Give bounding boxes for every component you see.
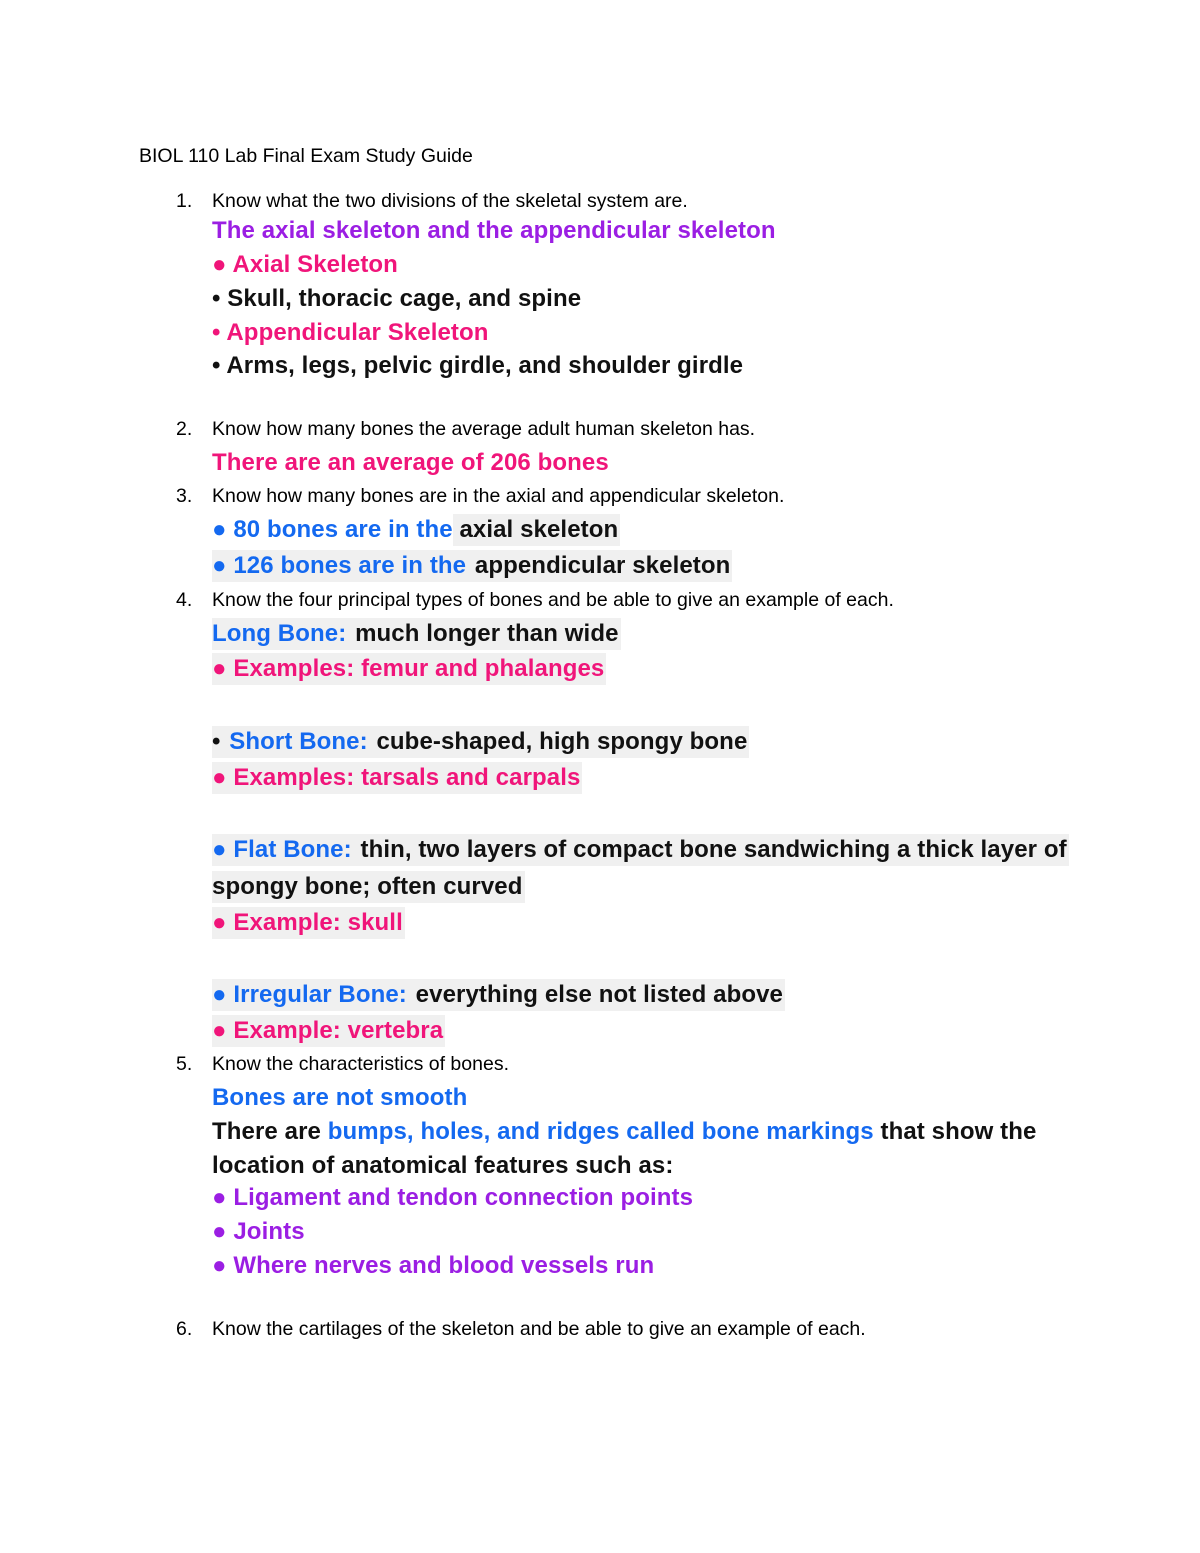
q4-long-bone-label: Long Bone: bbox=[212, 618, 348, 650]
q4-flat-bone-label: ● Flat Bone: bbox=[212, 834, 354, 866]
q4-long-bone-example: ● Examples: femur and phalanges bbox=[212, 655, 606, 684]
q3-number: 3. bbox=[176, 485, 193, 507]
q3-axial-count-label: ● 80 bones are in the bbox=[212, 516, 453, 543]
q4-number: 4. bbox=[176, 589, 193, 611]
q4-short-bone-label: Short Bone: bbox=[229, 726, 369, 758]
q4-question: Know the four principal types of bones and be able to give an example of each. bbox=[212, 589, 894, 611]
q4-short-bone-example: ● Examples: tarsals and carpals bbox=[212, 764, 582, 793]
q5-bullet-nerves: ● Where nerves and blood vessels run bbox=[212, 1252, 655, 1279]
q6-number: 6. bbox=[176, 1318, 193, 1340]
q5-bone-markings-term: bumps, holes, and ridges called bone markings bbox=[327, 1118, 874, 1145]
q5-bullet-joints: ● Joints bbox=[212, 1218, 305, 1245]
q4-flat-bone-desc-cont: spongy bone; often curved bbox=[212, 873, 525, 902]
q5-question: Know the characteristics of bones. bbox=[212, 1053, 509, 1075]
q2-number: 2. bbox=[176, 418, 193, 440]
q4-flat-bone-desc: thin, two layers of compact bone sandwiching a thick layer of bbox=[354, 834, 1069, 866]
q4-long-bone bbox=[212, 620, 621, 649]
q1-bullet-axial-parts: • Skull, thoracic cage, and spine bbox=[212, 285, 582, 312]
q3-appendicular-count-term: appendicular skeleton bbox=[468, 550, 732, 582]
q5-not-smooth: Bones are not smooth bbox=[212, 1084, 468, 1111]
q3-axial-count-term: axial skeleton bbox=[453, 514, 621, 546]
q2-question: Know how many bones the average adult human skeleton has. bbox=[212, 418, 756, 440]
q1-answer: The axial skeleton and the appendicular skeleton bbox=[212, 217, 776, 244]
q3-axial-count bbox=[212, 516, 620, 545]
q4-long-bone-desc: much longer than wide bbox=[348, 618, 620, 650]
q1-bullet-axial: ● Axial Skeleton bbox=[212, 251, 398, 278]
document-title: BIOL 110 Lab Final Exam Study Guide bbox=[139, 145, 473, 167]
q1-bullet-appendicular: • Appendicular Skeleton bbox=[212, 319, 489, 346]
q4-irregular-bone-label: ● Irregular Bone: bbox=[212, 979, 409, 1011]
q3-appendicular-count-label: ● 126 bones are in the bbox=[212, 550, 468, 582]
q1-question: Know what the two divisions of the skeletal system are. bbox=[212, 190, 688, 212]
q3-question: Know how many bones are in the axial and appendicular skeleton. bbox=[212, 485, 785, 507]
q6-question: Know the cartilages of the skeleton and be able to give an example of each. bbox=[212, 1318, 866, 1340]
q3-appendicular-count bbox=[212, 552, 732, 581]
q5-bone-markings-cont: location of anatomical features such as: bbox=[212, 1152, 674, 1179]
q4-short-bone-bullet: • bbox=[212, 726, 229, 758]
q5-bullet-ligament: ● Ligament and tendon connection points bbox=[212, 1184, 694, 1211]
q4-irregular-bone-desc: everything else not listed above bbox=[409, 979, 785, 1011]
q4-flat-bone-example: ● Example: skull bbox=[212, 909, 405, 938]
q5-number: 5. bbox=[176, 1053, 193, 1075]
q4-flat-bone bbox=[212, 836, 1069, 865]
q4-short-bone bbox=[212, 728, 749, 757]
q4-irregular-bone-example: ● Example: vertebra bbox=[212, 1017, 445, 1046]
q4-irregular-bone bbox=[212, 981, 785, 1010]
q2-answer: There are an average of 206 bones bbox=[212, 449, 609, 476]
q1-bullet-appendicular-parts: • Arms, legs, pelvic girdle, and shoulder girdle bbox=[212, 352, 744, 379]
q4-short-bone-desc: cube-shaped, high spongy bone bbox=[370, 726, 750, 758]
q5-bone-markings: There are bumps, holes, and ridges called bone markings that show the bbox=[212, 1118, 1037, 1145]
q1-number: 1. bbox=[176, 190, 193, 212]
